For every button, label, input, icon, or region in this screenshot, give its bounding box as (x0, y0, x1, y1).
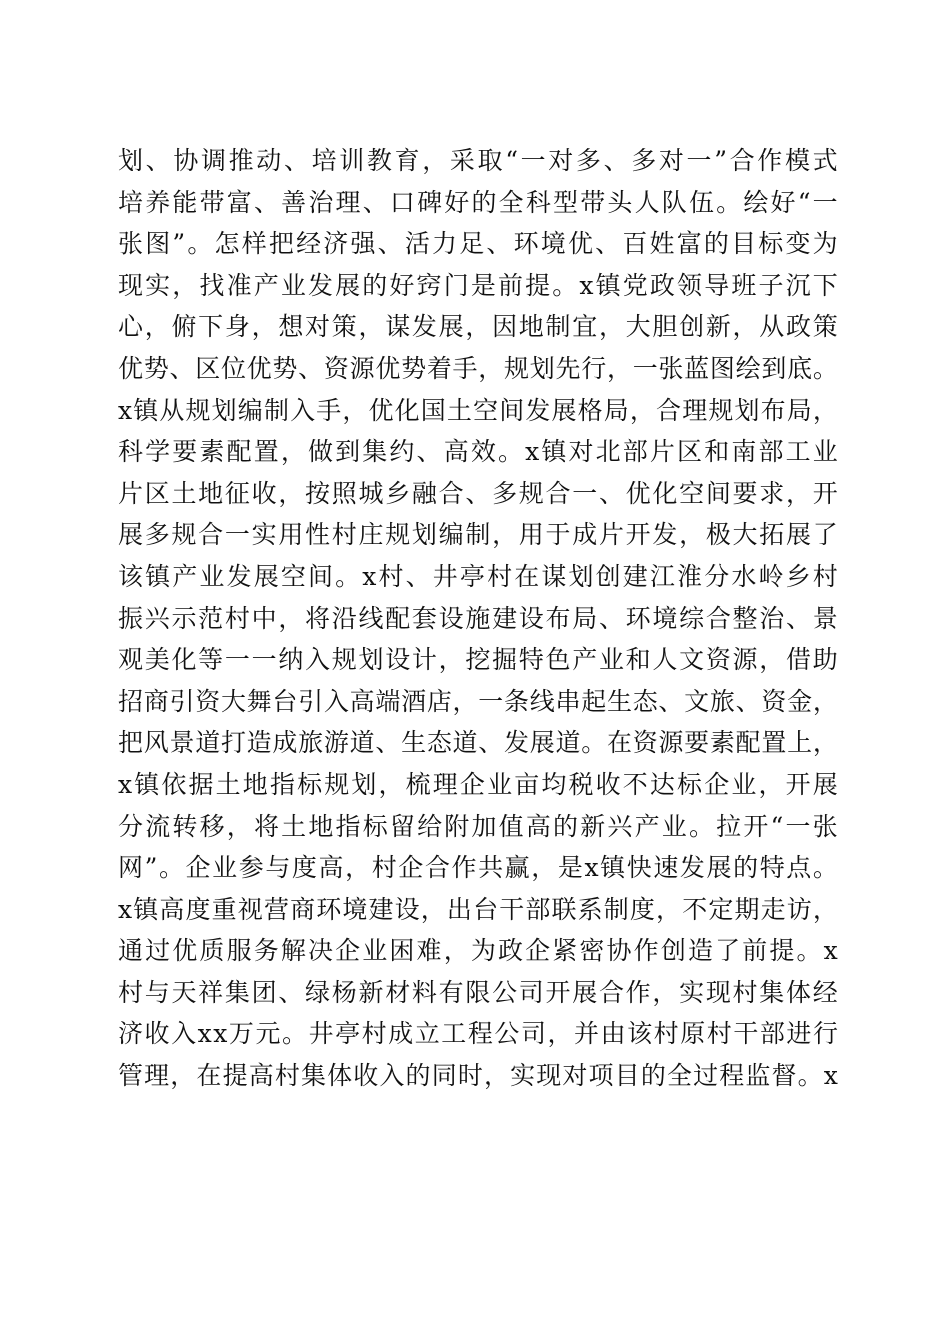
text-line: x 镇 高 度 重 视 营 商 环 境 建 设 ， 出 台 干 部 联 系 制 度 ， 不 定 期 走 访 ， (118, 894, 838, 924)
text-line: 招 商 引 资 大 舞 台 引 入 高 端 酒 店 ， 一 条 线 串 起 生 态 、 文 旅 、 资 金 ， (118, 686, 838, 716)
text-line: 划 、 协 调 推 动 、 培 训 教 育 ， 采 取 “ 一 对 多 、 多 对 一 ” 合 作 模 式 (118, 146, 838, 175)
text-line: 观 美 化 等 一 一 纳 入 规 划 设 计 ， 挖 掘 特 色 产 业 和 人 文 资 源 ， 借 助 (118, 645, 838, 675)
text-line: 分 流 转 移 ， 将 土 地 指 标 留 给 附 加 值 高 的 新 兴 产 业 。 拉 开 “ 一 张 (118, 811, 838, 841)
text-line: x 镇 依 据 土 地 指 标 规 划 ， 梳 理 企 业 亩 均 税 收 不 达 标 企 业 ， 开 展 (118, 769, 838, 799)
text-line: 管 理 ， 在 提 高 村 集 体 收 入 的 同 时 ， 实 现 对 项 目 的 全 过 程 监 督 。 x (118, 1061, 838, 1091)
text-line: x 镇 从 规 划 编 制 入 手 ， 优 化 国 土 空 间 发 展 格 局 ， 合 理 规 划 布 局 ， (118, 395, 838, 425)
text-line: 心 ， 俯 下 身 ， 想 对 策 ， 谋 发 展 ， 因 地 制 宜 ， 大 胆 创 新 ， 从 政 策 (118, 312, 838, 342)
text-line: 现 实 ， 找 准 产 业 发 展 的 好 窍 门 是 前 提 。 x 镇 党 政 领 导 班 子 沉 下 (118, 270, 838, 300)
body-paragraph (118, 140, 838, 1097)
text-line: 优 势 、 区 位 优 势 、 资 源 优 势 着 手 ， 规 划 先 行 ， 一 张 蓝 图 绘 到 底 。 (118, 353, 838, 383)
text-line: 张 图 ” 。 怎 样 把 经 济 强 、 活 力 足 、 环 境 优 、 百 姓 富 的 目 标 变 为 (118, 229, 838, 259)
text-line: 培 养 能 带 富 、 善 治 理 、 口 碑 好 的 全 科 型 带 头 人 队 伍 。 绘 好 “ 一 (118, 187, 838, 217)
text-line: 展 多 规 合 一 实 用 性 村 庄 规 划 编 制 ， 用 于 成 片 开 发 ， 极 大 拓 展 了 (118, 520, 838, 550)
text-line: 片 区 土 地 征 收 ， 按 照 城 乡 融 合 、 多 规 合 一 、 优 化 空 间 要 求 ， 开 (118, 478, 838, 508)
text-line: 把 风 景 道 打 造 成 旅 游 道 、 生 态 道 、 发 展 道 。 在 资 源 要 素 配 置 上 ， (118, 728, 838, 758)
text-line: 济 收 入 x x 万 元 。 井 亭 村 成 立 工 程 公 司 ， 并 由 该 村 原 村 干 部 进 行 (118, 1019, 838, 1049)
text-line: 振 兴 示 范 村 中 ， 将 沿 线 配 套 设 施 建 设 布 局 、 环 境 综 合 整 治 、 景 (118, 603, 838, 633)
text-line: 村 与 天 祥 集 团 、 绿 杨 新 材 料 有 限 公 司 开 展 合 作 ， 实 现 村 集 体 经 (118, 977, 838, 1007)
text-line: 科 学 要 素 配 置 ， 做 到 集 约 、 高 效 。 x 镇 对 北 部 片 区 和 南 部 工 业 (118, 437, 838, 467)
text-line: 通 过 优 质 服 务 解 决 企 业 困 难 ， 为 政 企 紧 密 协 作 创 造 了 前 提 。 x (118, 936, 838, 966)
text-line: 该 镇 产 业 发 展 空 间 。 x 村 、 井 亭 村 在 谋 划 创 建 江 淮 分 水 岭 乡 村 (118, 561, 838, 591)
text-line: 网 ” 。 企 业 参 与 度 高 ， 村 企 合 作 共 赢 ， 是 x 镇 快 速 发 展 的 特 点 。 (118, 853, 838, 883)
